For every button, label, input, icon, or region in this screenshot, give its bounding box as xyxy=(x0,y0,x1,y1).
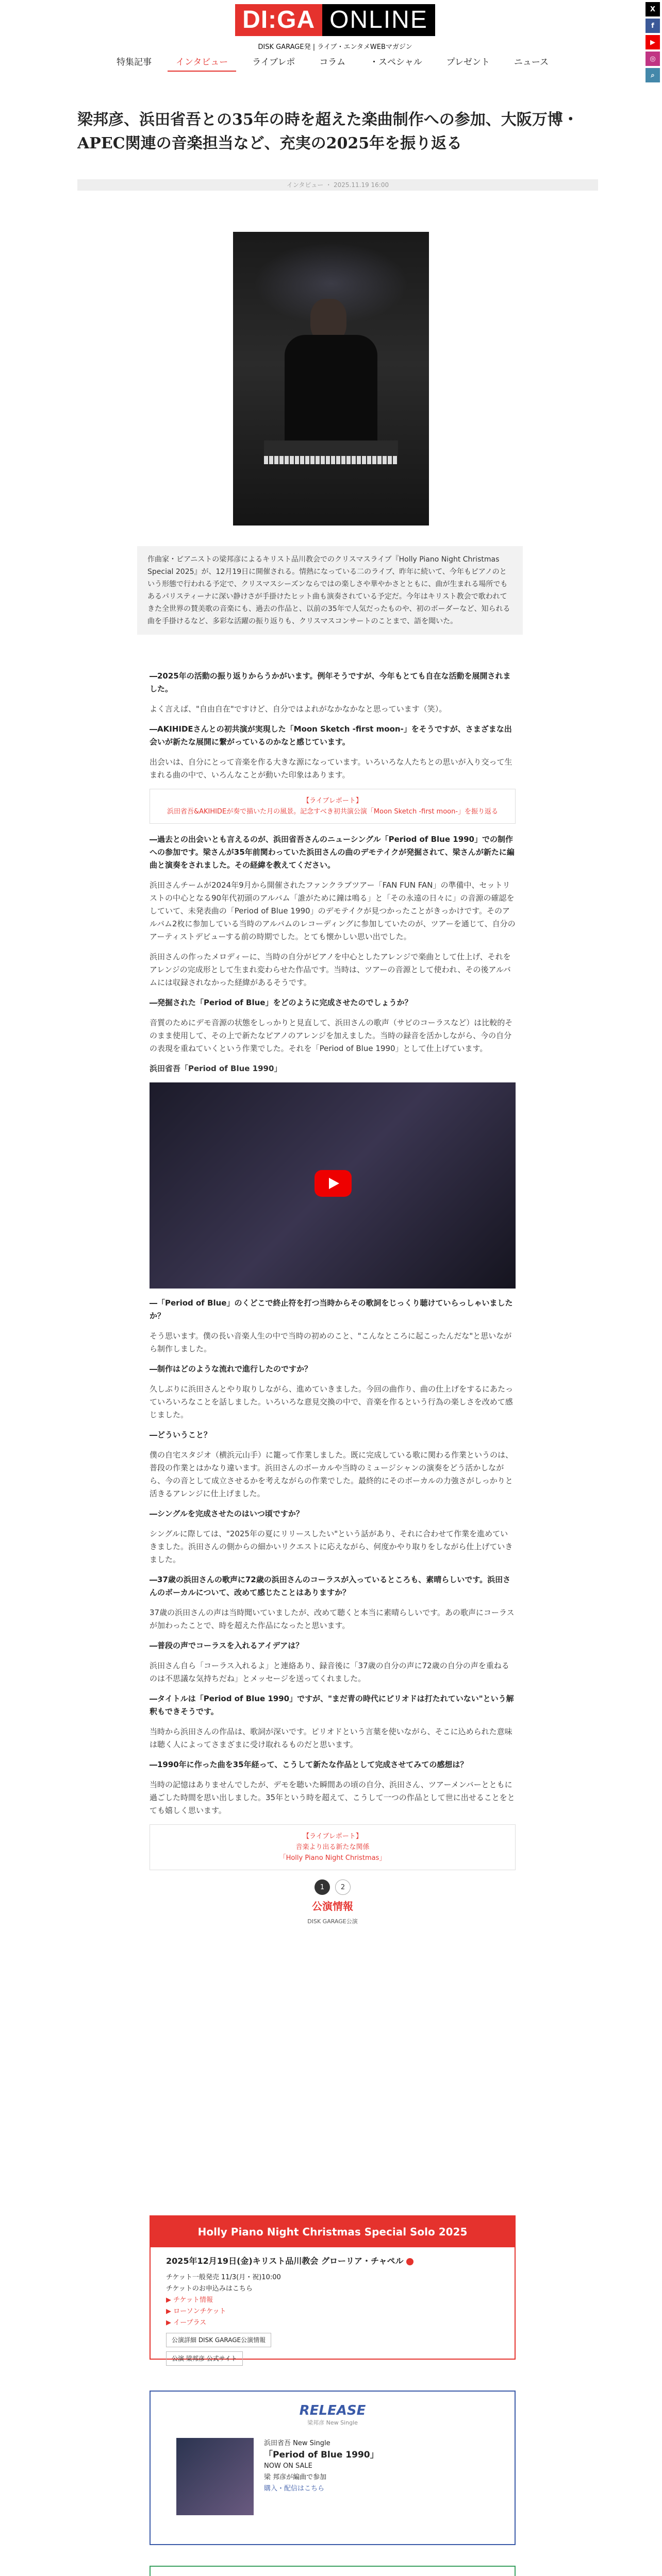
search-icon[interactable]: ⌕ xyxy=(646,68,660,82)
question: ―「Period of Blue」のくどこで終止符を打つ当時からその歌詞をじっくり聴けていらっしゃいましたか？ xyxy=(150,1298,513,1320)
live-info-card xyxy=(150,2215,516,2360)
nav-item-present[interactable]: プレゼント xyxy=(446,57,490,67)
release-card xyxy=(150,2391,516,2545)
hero-piano-keys xyxy=(264,456,398,464)
page-2[interactable]: 2 xyxy=(335,1879,351,1895)
answer: 音質のためにデモ音源の状態をしっかりと見直して、浜田さんの歌声（サビのコーラスなど）は比較的そのまま使用して、その上で新たなピアノのアレンジを加えました。当時の録音を活かしながら、今の自分の表現を重ねていくという作業でした。それを「Period of Blue 1990」として仕上げています。 xyxy=(150,1018,513,1053)
live-detail-button[interactable]: 公演詳細 DISK GARAGE公演情報 xyxy=(166,2333,271,2347)
lead-caption: 作曲家・ピアニストの梁邦彦によるキリスト品川教会でのクリスマスライブ『Holly Piano Night Christmas Special 2025』が、12月19日に開催される。情熱になっている二のライブ、昨年に続いて、今年もピアノのという形態で行われる予定で、クリスマスシーズンならではの楽しさや華やかさとともに、曲が生まれる場所でもあるパリスティーナに深い静けさが手掛けたヒット曲も演奏されている予定だ。今年はキリスト教会で歌われてきた全世界の賛美歌の音楽にも、過去の作品と、以前の35年で人気だったものや、初のボーダーなど、知られる曲を手掛けるなど、多彩な活躍の振り返りも、クリスマスコンサートのことまで、語を聞いた。 xyxy=(137,546,523,635)
youtube-play-icon[interactable] xyxy=(315,1170,352,1197)
article-title: 梁邦彦、浜田省吾との35年の時を超えた楽曲制作への参加、大阪万博・APEC関連の音楽担当など、充実の2025年を振り返る xyxy=(77,111,578,152)
answer: 久しぶりに浜田さんとやり取りしながら、進めていきました。今回の曲作り、曲の仕上げをするにあたっていろいろなことを話しました。いろいろな意見交換の中で、音楽を作るという行為の楽しさを改めて感じました。 xyxy=(150,1384,514,1419)
hero-pianist-body xyxy=(285,335,377,453)
page-1[interactable]: 1 xyxy=(315,1879,330,1895)
logo-diga: DI:GA xyxy=(235,4,322,36)
question: ―過去との出会いとも言えるのが、浜田省吾さんのニューシングル「Period of Blue 1990」での制作への参加です。梁さんが35年前関わっていた浜田さんの曲のデモテイクが発掘されて、梁さんが新たに編曲と演奏をされました。その経緯を教えてください。 xyxy=(150,835,515,870)
live-date: 2025年12月19日(金)キリスト品川教会 グローリア・チャペル xyxy=(166,2256,499,2267)
answer: 浜田さんチームが2024年9月から開催されたファンクラブツアー「FAN FUN FAN」の準備中、セットリストの中心となる90年代初頭のアルバム「誰がために鐘は鳴る」と「その永遠の日々に」の音源の確認をしていて、未発表曲の「Period of Blue 1990」のデモテイクが見つかったことがきっかけです。そのアルバム2枚に参加している当時のアルバムのレコーディングに参加していたのが、ツアーを通じて、自分のアーティストデビューする前の時期でした。とても懐かしい思い出でした。 xyxy=(150,880,516,941)
youtube-embed[interactable] xyxy=(150,1082,516,1289)
answer: 37歳の浜田さんの声は当時聞いていましたが、改めて聴くと本当に素晴らしいです。あの歌声にコーラスが加わったことで、時を超えた作品になったと思います。 xyxy=(150,1608,515,1630)
related-link-box[interactable]: 【ライブレポート】 浜田省吾&AKIHIDEが奏で描いた月の風景。記念すべき初共演公演「Moon Sketch -first moon-」を振り返る xyxy=(150,789,516,824)
info-card xyxy=(150,2566,516,2576)
live-link[interactable]: ▶ イープラス xyxy=(166,2319,207,2327)
nav-item-feature[interactable]: 特集記事 xyxy=(117,57,152,67)
answer: そう思います。僕の長い音楽人生の中で当時の初めのこと、"こんなところに起こったんだな"と思いながら制作しました。 xyxy=(150,1331,512,1353)
live-row: チケットのお申込みはこちら xyxy=(166,2285,253,2293)
release-info xyxy=(264,2438,379,2495)
live-row: チケット一般発売 11/3(月・祝)10:00 xyxy=(166,2274,281,2281)
live-title-bar: Holly Piano Night Christmas Special Solo 2025 xyxy=(151,2216,515,2247)
article-meta: インタビュー ・ 2025.11.19 16:00 xyxy=(77,179,598,191)
answer: 浜田さん自ら「コーラス入れるよ」と連絡あり、録音後に「37歳の自分の声に72歳の自分の声を重ねるのは不思議な気持ちだね」とメッセージを送ってくれました。 xyxy=(150,1661,509,1683)
site-header xyxy=(0,0,662,93)
logo-online: ONLINE xyxy=(322,4,435,36)
question: ―1990年に作った曲を35年経って、こうして新たな作品として完成させてみての感想は？ xyxy=(150,1760,468,1769)
answer: 当時から浜田さんの作品は、歌詞が深いです。ピリオドという言葉を使いながら、そこに込められた意味は聴く人によってさまざまに受け取れるものだと思います。 xyxy=(150,1727,512,1749)
release-link[interactable]: 購入・配信はこちら xyxy=(264,2485,325,2493)
question: ―AKIHIDEさんとの初共演が実現した「Moon Sketch -first moon-」をそうですが、さまざまな出会いが新たな展開に繋がっているのかなと感じています。 xyxy=(150,724,512,747)
article-body-1 xyxy=(150,670,516,1928)
question: ―発掘された「Period of Blue」をどのように完成させたのでしょうか？ xyxy=(150,998,412,1007)
hero-photo xyxy=(233,232,429,526)
live-heading: 公演情報 xyxy=(312,1900,353,1912)
instagram-icon[interactable]: ◎ xyxy=(646,52,660,66)
facebook-icon[interactable]: f xyxy=(646,19,660,33)
main-nav xyxy=(108,52,557,72)
question: ―タイトルは「Period of Blue 1990」ですが、"まだ青の時代にピリオドは打たれていない"という解釈もできそうです。 xyxy=(150,1694,514,1716)
release-title: 「Period of Blue 1990」 xyxy=(264,2450,379,2460)
live-by: DISK GARAGE公演 xyxy=(307,1918,358,1925)
site-tagline: DISK GARAGE発 | ライブ・エンタメWEBマガジン xyxy=(258,43,412,51)
answer: シングルに際しては、"2025年の夏にリリースしたい"という話があり、それに合わせて作業を進めていきました。浜田さんの側からの細かいリクエストに応えながら、何度かやり取りをしながら仕上げていきました。 xyxy=(150,1529,513,1564)
answer: 当時の記憶はありませんでしたが、デモを聴いた瞬間あの頃の自分、浜田さん、ツアーメンバーとともに過ごした時間を思い出しました。35年という時を超えて、こうして一つの作品として世に出せることをとても嬉しく思います。 xyxy=(150,1780,515,1815)
question: ―どういうこと？ xyxy=(150,1430,212,1439)
live-official-button[interactable]: 公演 梁邦彦 公式サイト xyxy=(166,2351,243,2366)
nav-item-column[interactable]: コラム xyxy=(319,57,346,67)
question: ―制作はどのような流れで進行したのですか？ xyxy=(150,1364,312,1374)
nav-item-interview[interactable]: インタビュー xyxy=(168,52,236,72)
pagination xyxy=(150,1879,516,1895)
release-heading: RELEASE xyxy=(299,2403,366,2418)
live-section-heading xyxy=(150,1900,516,1928)
x-icon[interactable]: X xyxy=(646,2,660,16)
question: ―シングルを完成させたのはいつ頃ですか？ xyxy=(150,1509,304,1518)
release-status: NOW ON SALE xyxy=(264,2462,312,2470)
nav-item-special[interactable]: ・スペシャル xyxy=(370,57,422,67)
release-sub: 梁邦彦 New Single xyxy=(307,2419,358,2426)
youtube-icon[interactable]: ▶ xyxy=(646,35,660,49)
live-link[interactable]: ▶ ローソンチケット xyxy=(166,2308,226,2315)
answer: 浜田さんの作ったメロディーに、当時の自分がピアノを中心としたアレンジで楽曲として仕上げ、それをアレンジの完成形として生まれ変わらせた作品です。当時は、ツアーの音源として使われ、その後アルバムには収録されなかった経緯があるそうです。 xyxy=(150,952,511,987)
answer: よく言えば、"自由自在"ですけど、自分ではよれがなかなかなと思っています（笑）。 xyxy=(150,704,447,714)
question: ―2025年の活動の振り返りからうかがいます。例年そうですが、今年もとても自在な活動を展開されました。 xyxy=(150,671,511,693)
nav-item-livereport[interactable]: ライブレポ xyxy=(252,57,295,67)
release-credit: 梁 邦彦が編曲で参加 xyxy=(264,2473,327,2481)
related-link-box-2[interactable]: 【ライブレポート】 音楽より出る新たな関係 「Holly Piano Night Christmas」 xyxy=(150,1824,516,1870)
location-dot-icon xyxy=(406,2258,413,2265)
release-jacket-image xyxy=(176,2438,254,2515)
live-link[interactable]: ▶ チケット情報 xyxy=(166,2296,213,2304)
question: ―普段の声でコーラスを入れるアイデアは？ xyxy=(150,1641,304,1650)
nav-item-news[interactable]: ニュース xyxy=(514,57,549,67)
site-logo[interactable] xyxy=(242,4,428,56)
hero-piano xyxy=(264,440,398,456)
answer: 出会いは、自分にとって音楽を作る大きな源になっています。いろいろな人たちとの思いが入り交って生まれる曲の中で、いろんなことが動いた印象はあります。 xyxy=(150,757,512,779)
answer: 僕の自宅スタジオ（横浜元山手）に籠って作業しました。既に完成している歌に関わる作業というのは、普段の作業とはかなり違います。浜田さんのボーカルや当時のミュージシャンの演奏をどう活かしながら、今の音として成立させるかを考えながらの作業でした。最終的にそのボーカルの力強さがしっかりと活きるアレンジに仕上げました。 xyxy=(150,1450,514,1498)
song-label: 浜田省吾「Period of Blue 1990」 xyxy=(150,1064,282,1073)
question: ―37歳の浜田さんの歌声に72歳の浜田さんのコーラスが入っているところも、素晴らしいです。浜田さんのボーカルについて、改めて感じたことはありますか？ xyxy=(150,1575,511,1597)
release-artist: 浜田省吾 New Single xyxy=(264,2439,330,2447)
